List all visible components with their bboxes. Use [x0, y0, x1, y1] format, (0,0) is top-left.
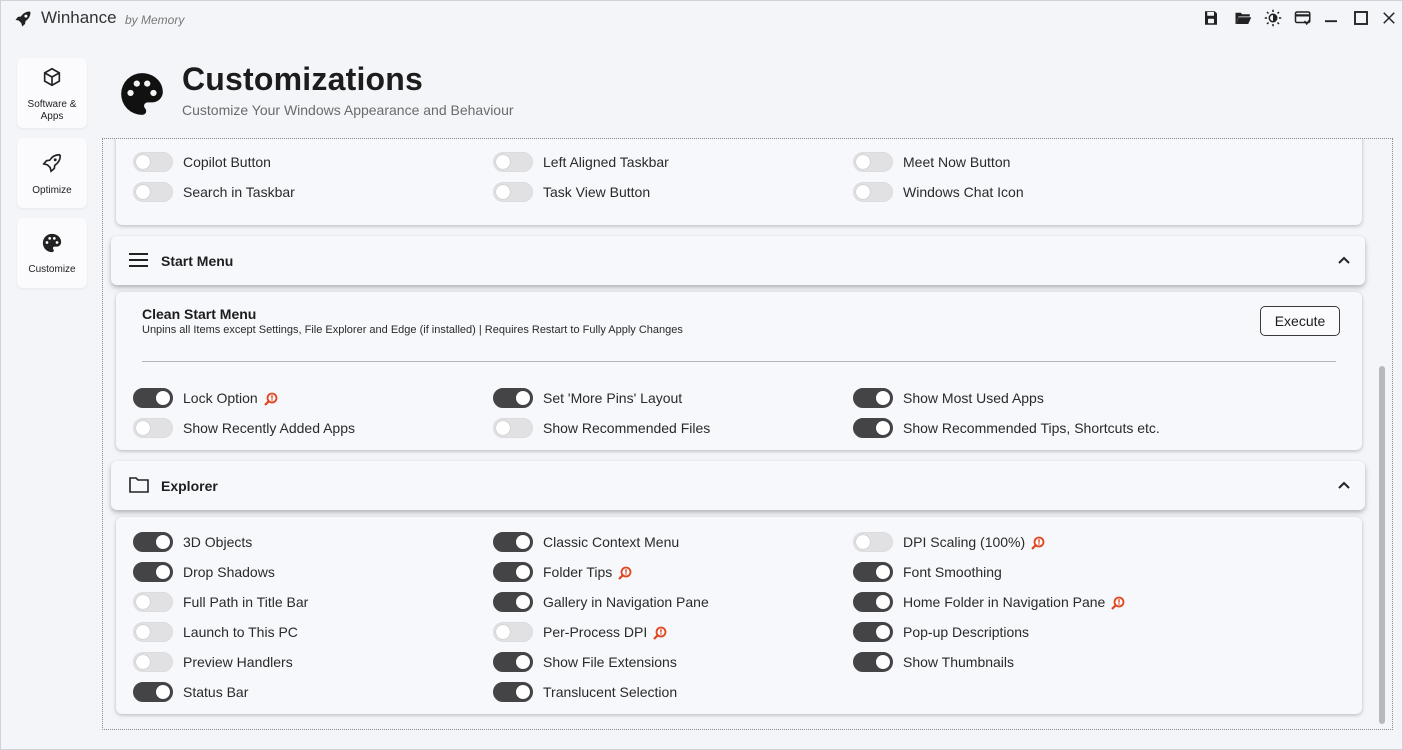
chevron-up-icon[interactable] — [1337, 253, 1351, 267]
toggle-switch[interactable] — [853, 532, 893, 552]
save-icon[interactable] — [1202, 9, 1220, 27]
toggle-translucent-selection[interactable] — [493, 681, 833, 703]
minimize-icon[interactable] — [1322, 9, 1340, 27]
toggle-label: Show Recommended Files — [543, 420, 711, 436]
toggle-pop-up-descriptions[interactable] — [853, 621, 1193, 643]
toggle-status-bar[interactable] — [133, 681, 473, 703]
folder-icon — [129, 476, 149, 494]
toggle-label: Copilot Button — [183, 154, 271, 170]
toggle-switch[interactable] — [493, 652, 533, 672]
sidebar-item-label: Software & Apps — [27, 99, 77, 122]
toggle-switch[interactable] — [133, 532, 173, 552]
toggle-switch[interactable] — [133, 182, 173, 202]
toggle-switch[interactable] — [853, 652, 893, 672]
toggle-label: Pop-up Descriptions — [903, 624, 1030, 640]
toggle-copilot-button[interactable] — [133, 151, 453, 173]
toggle-switch[interactable] — [133, 152, 173, 172]
start-menu-card — [116, 292, 1362, 450]
clean-start-menu-title: Clean Start Menu — [142, 306, 257, 322]
app-title: Winhance — [41, 8, 117, 27]
toggle-label: Full Path in Title Bar — [183, 594, 309, 610]
toggle-switch[interactable] — [853, 622, 893, 642]
toggle-full-path-in-title-bar[interactable] — [133, 591, 473, 613]
toggle-home-folder-in-navigation-pane[interactable] — [853, 591, 1193, 613]
toggle-switch[interactable] — [133, 592, 173, 612]
warning-search-icon — [652, 625, 668, 641]
sidebar-item-customize[interactable] — [17, 218, 87, 288]
toggle-label: Show File Extensions — [543, 654, 677, 670]
maximize-icon[interactable] — [1352, 9, 1370, 27]
toggle-label: Per-Process DPI — [543, 624, 648, 640]
vertical-scrollbar[interactable] — [1379, 366, 1385, 724]
warning-search-icon — [1110, 595, 1126, 611]
toggle-switch[interactable] — [853, 418, 893, 438]
toggle-left-aligned-taskbar[interactable] — [493, 151, 813, 173]
toggle-meet-now-button[interactable] — [853, 151, 1173, 173]
toggle-3d-objects[interactable] — [133, 531, 473, 553]
clean-start-menu-description: Unpins all Items except Settings, File Explorer and Edge (if installed) | Requires Restart to Fully Apply Changes — [142, 324, 683, 336]
toggle-label: Font Smoothing — [903, 564, 1002, 580]
page-subtitle: Customize Your Windows Appearance and Behaviour — [182, 102, 514, 118]
toggle-label: Translucent Selection — [543, 684, 678, 700]
palette-icon — [41, 232, 63, 254]
toggle-label: Drop Shadows — [183, 564, 275, 580]
toggle-switch[interactable] — [853, 152, 893, 172]
toggle-label: Show Thumbnails — [903, 654, 1015, 670]
hamburger-menu-icon — [129, 251, 149, 269]
toggle-label: Preview Handlers — [183, 654, 293, 670]
palette-icon — [117, 69, 167, 119]
toggle-drop-shadows[interactable] — [133, 561, 473, 583]
explorer-card — [116, 517, 1362, 714]
theme-icon[interactable] — [1264, 9, 1282, 27]
title-bar — [1, 1, 1402, 35]
toggle-folder-tips[interactable] — [493, 561, 833, 583]
toggle-switch[interactable] — [493, 152, 533, 172]
toggle-font-smoothing[interactable] — [853, 561, 1193, 583]
toggle-label: Home Folder in Navigation Pane — [903, 594, 1106, 610]
divider — [142, 361, 1336, 362]
toggle-per-process-dpi[interactable] — [493, 621, 833, 643]
update-icon[interactable] — [1294, 9, 1312, 27]
toggle-switch[interactable] — [493, 592, 533, 612]
toggle-label: Gallery in Navigation Pane — [543, 594, 709, 610]
sidebar-item-label: Optimize — [32, 185, 72, 196]
toggle-switch[interactable] — [493, 622, 533, 642]
toggle-switch[interactable] — [133, 388, 173, 408]
toggle-show-recommended-files[interactable] — [493, 417, 813, 439]
toggle-lock-option[interactable] — [133, 387, 453, 409]
toggle-launch-to-this-pc[interactable] — [133, 621, 473, 643]
toggle-label: Launch to This PC — [183, 624, 298, 640]
close-icon[interactable] — [1380, 9, 1398, 27]
chevron-up-icon[interactable] — [1337, 478, 1351, 492]
toggle-switch[interactable] — [133, 418, 173, 438]
sidebar-item-software-apps[interactable] — [17, 58, 87, 128]
toggle-show-recommended-tips[interactable] — [853, 417, 1253, 439]
toggle-label: Show Recommended Tips, Shortcuts etc. — [903, 420, 1160, 436]
toggle-label: Status Bar — [183, 684, 249, 700]
toggle-switch[interactable] — [493, 532, 533, 552]
section-title: Start Menu — [161, 253, 234, 269]
toggle-switch[interactable] — [133, 682, 173, 702]
toggle-label: Windows Chat Icon — [903, 184, 1024, 200]
toggle-label: Show Most Used Apps — [903, 390, 1044, 406]
warning-search-icon — [1030, 535, 1046, 551]
sidebar-item-label: Customize — [28, 264, 76, 275]
toggle-switch[interactable] — [853, 562, 893, 582]
toggle-switch[interactable] — [853, 182, 893, 202]
rocket-icon — [41, 152, 63, 174]
page-title: Customizations — [182, 61, 424, 97]
start-menu-section-header[interactable] — [111, 236, 1365, 285]
section-title: Explorer — [161, 478, 218, 494]
toggle-switch[interactable] — [133, 562, 173, 582]
toggle-more-pins-layout[interactable] — [493, 387, 813, 409]
app-subtitle: by Memory — [125, 13, 185, 27]
toggle-switch[interactable] — [133, 622, 173, 642]
warning-search-icon — [263, 391, 279, 407]
toggle-switch[interactable] — [853, 388, 893, 408]
toggle-label: Meet Now Button — [903, 154, 1011, 170]
toggle-show-file-extensions[interactable] — [493, 651, 833, 673]
toggle-switch[interactable] — [853, 592, 893, 612]
toggle-switch[interactable] — [493, 388, 533, 408]
toggle-label: Set 'More Pins' Layout — [543, 390, 683, 406]
content-scroll-area[interactable] — [102, 138, 1393, 730]
toggle-label: Lock Option — [183, 390, 258, 406]
rocket-logo-icon — [13, 9, 33, 29]
toggle-show-most-used-apps[interactable] — [853, 387, 1173, 409]
toggle-label: Show Recently Added Apps — [183, 420, 356, 436]
toggle-label: 3D Objects — [183, 534, 253, 550]
toggle-task-view-button[interactable] — [493, 181, 813, 203]
toggle-classic-context-menu[interactable] — [493, 531, 833, 553]
toggle-windows-chat-icon[interactable] — [853, 181, 1173, 203]
toggle-switch[interactable] — [493, 418, 533, 438]
toggle-show-recently-added-apps[interactable] — [133, 417, 453, 439]
toggle-label: Folder Tips — [543, 564, 613, 580]
toggle-label: Search in Taskbar — [183, 184, 295, 200]
toggle-label: Classic Context Menu — [543, 534, 680, 550]
toggle-preview-handlers[interactable] — [133, 651, 473, 673]
toggle-show-thumbnails[interactable] — [853, 651, 1193, 673]
toggle-label: Left Aligned Taskbar — [543, 154, 669, 170]
toggle-switch[interactable] — [133, 652, 173, 672]
toggle-switch[interactable] — [493, 682, 533, 702]
taskbar-card — [116, 138, 1362, 225]
sidebar-item-optimize[interactable] — [17, 138, 87, 208]
toggle-search-in-taskbar[interactable] — [133, 181, 453, 203]
toggle-switch[interactable] — [493, 562, 533, 582]
cube-icon — [41, 66, 63, 88]
toggle-gallery-in-navigation-pane[interactable] — [493, 591, 833, 613]
toggle-switch[interactable] — [493, 182, 533, 202]
toggle-label: Task View Button — [543, 184, 651, 200]
execute-button[interactable]: Execute — [1260, 306, 1340, 336]
explorer-section-header[interactable] — [111, 461, 1365, 510]
toggle-label: DPI Scaling (100%) — [903, 534, 1026, 550]
toggle-dpi-scaling-100[interactable] — [853, 531, 1193, 553]
open-folder-icon[interactable] — [1234, 9, 1252, 27]
warning-search-icon — [617, 565, 633, 581]
